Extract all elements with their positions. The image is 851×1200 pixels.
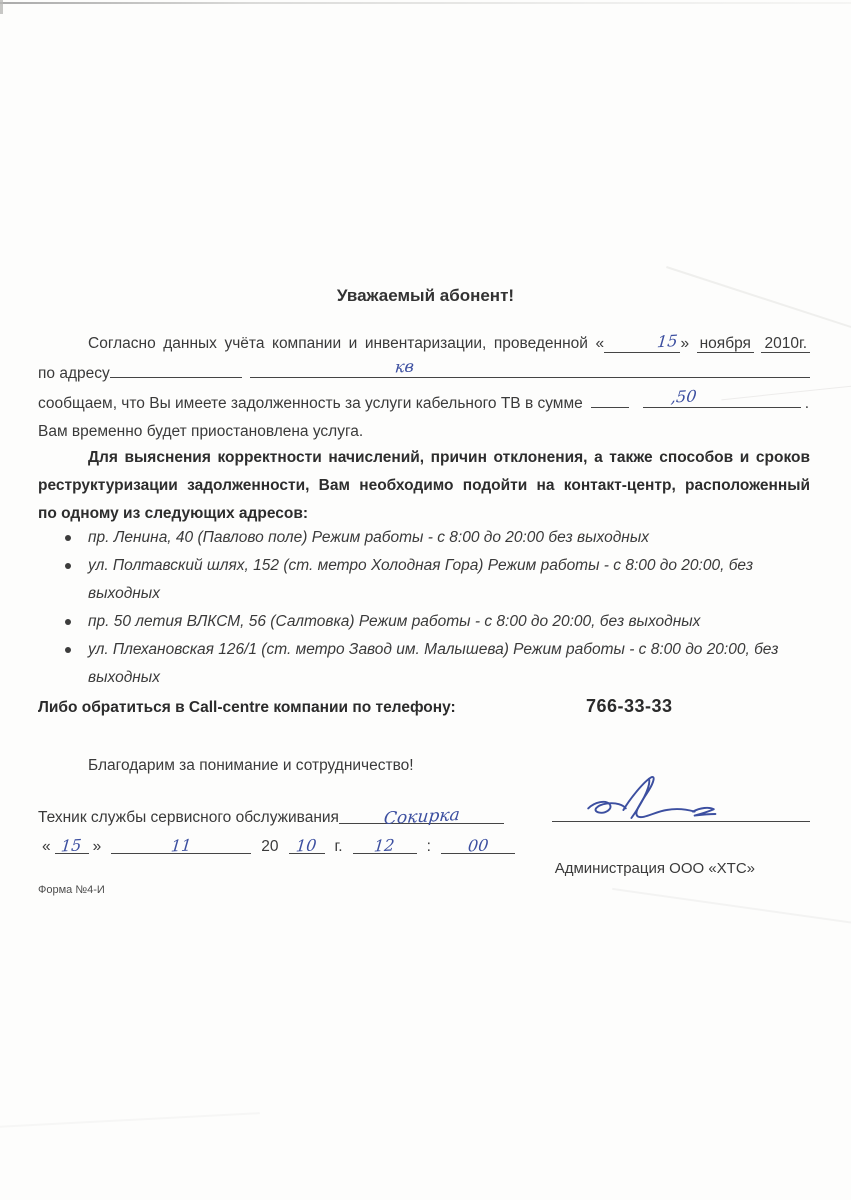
list-item: ул. Полтавский шлях, 152 (ст. метро Холодная Гора) Режим работы - с 8:00 до 20:00, без выходных <box>38 552 793 608</box>
sum-blank-2 <box>643 388 801 408</box>
handwritten-date-month: 11 <box>170 835 193 856</box>
notice-line-3: по одному из следующих адресов: <box>38 505 309 522</box>
handwritten-date-year: 10 <box>295 835 318 856</box>
handwritten-apartment: кв <box>394 356 416 377</box>
administration-line: Администрация ООО «ХТС» <box>554 860 755 877</box>
paper-crease <box>0 1112 260 1130</box>
time-minute-blank <box>441 833 515 854</box>
callcentre-line <box>38 694 810 722</box>
month-word: ноября <box>697 335 754 353</box>
address-blank-1 <box>110 358 242 378</box>
phone-number: 766-33-33 <box>586 696 673 716</box>
signature-blank <box>552 802 810 822</box>
notice-line-1: Для выяснения корректности начислений, причин отклонения, а также способов и сроков <box>88 449 810 466</box>
time-colon: : <box>426 838 431 855</box>
handwritten-hour: 12 <box>373 835 396 856</box>
document-title: Уважаемый абонент! <box>336 286 515 305</box>
intro-line-1-text: Согласно данных учёта компании и инвентаризации, проведенной <box>88 335 588 352</box>
callcentre-label: Либо обратиться в Call-centre компании по телефону: <box>38 699 456 716</box>
address-blank-2 <box>250 358 810 378</box>
technician-label: Техник службы сервисного обслуживания <box>38 809 339 826</box>
date-day-blank <box>55 833 89 854</box>
sum-period: . <box>804 395 810 412</box>
date-line <box>38 833 810 861</box>
intro-line-1 <box>38 330 810 358</box>
handwritten-technician-name: Сокирка <box>382 805 461 829</box>
list-item: ул. Плехановская 126/1 (ст. метро Завод им. Малышева) Режим работы - с 8:00 до 20:00, без выходных <box>38 636 793 692</box>
intro-paragraph <box>38 330 810 446</box>
date-quote-close: » <box>92 838 102 855</box>
inventory-date-field: « 15 » <box>595 331 690 352</box>
scan-top-edge <box>0 2 851 4</box>
date-year-prefix: 20 <box>261 838 279 855</box>
notice-paragraph <box>38 444 810 528</box>
debt-sum-line <box>38 388 810 418</box>
handwritten-date-day: 15 <box>60 835 83 856</box>
technician-line <box>38 802 810 832</box>
signature <box>577 769 777 827</box>
handwritten-minute: 00 <box>466 835 490 856</box>
address-label: по адресу <box>38 365 110 382</box>
debt-sum-text: сообщаем, что Вы имеете задолженность за услуги кабельного ТВ в сумме <box>38 395 583 412</box>
address-line <box>38 358 810 388</box>
time-hour-blank <box>353 833 417 854</box>
list-item: пр. 50 летия ВЛКСМ, 56 (Салтовка) Режим работы - с 8:00 до 20:00, без выходных <box>38 608 793 636</box>
date-year-suffix: г. <box>334 838 343 855</box>
year-word: 2010г. <box>761 335 810 353</box>
thanks-line: Благодарим за понимание и сотрудничество! <box>88 757 414 774</box>
list-item: пр. Ленина, 40 (Павлово поле) Режим работы - с 8:00 до 20:00 без выходных <box>38 524 793 552</box>
suspend-line: Вам временно будет приостановлена услуга. <box>38 423 364 440</box>
handwritten-day: 15 <box>656 331 679 352</box>
sum-blank-1 <box>591 388 629 408</box>
address-list <box>38 524 810 692</box>
scan-corner-mark <box>0 0 3 14</box>
date-quote-open: « <box>42 838 51 855</box>
notice-line-2: реструктуризации задолженности, Вам необходимо подойти на контакт-центр, расположенный <box>38 477 810 494</box>
date-year-blank <box>289 833 325 854</box>
date-month-blank <box>111 833 251 854</box>
paper-crease <box>612 888 851 926</box>
form-number: Форма №4-И <box>38 884 105 896</box>
technician-name-blank <box>339 804 504 829</box>
handwritten-sum: ,50 <box>670 386 698 407</box>
